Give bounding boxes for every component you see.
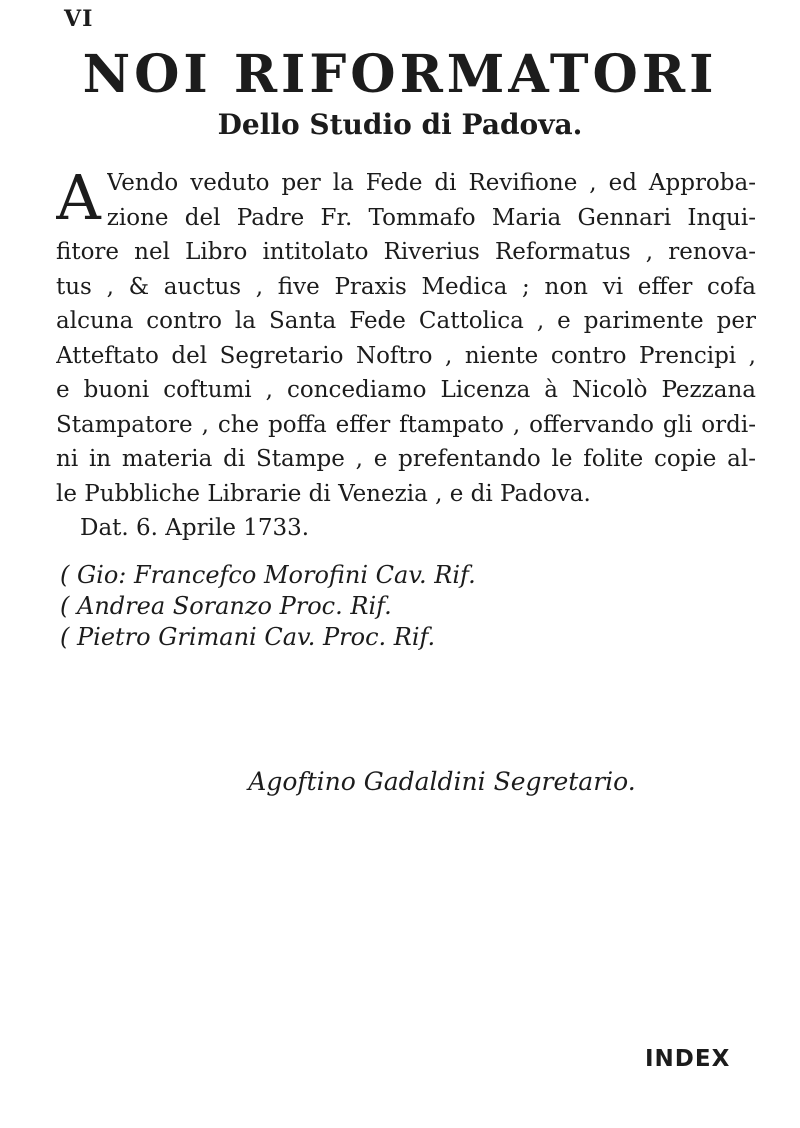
text-line: le Pubbliche Librarie di Venezia , e di Padova. bbox=[56, 480, 591, 507]
opening-block bbox=[56, 166, 756, 235]
text-line: fitore nel Libro intitolato Riverius Reformatus , renova- bbox=[56, 239, 756, 265]
page-subtitle: Dello Studio di Padova. bbox=[217, 108, 583, 141]
page-title: NOI RIFORMATORI bbox=[82, 44, 718, 105]
drop-cap: A bbox=[56, 166, 101, 234]
signature-line: ( Gio: Francefco Morofini Cav. Rif. bbox=[60, 561, 476, 589]
secretary-signature: Agoftino Gadaldini Segretario. bbox=[248, 767, 636, 796]
license-text bbox=[56, 166, 756, 546]
page-number: VI bbox=[64, 6, 94, 32]
signature-line: ( Andrea Soranzo Proc. Rif. bbox=[60, 592, 392, 620]
text-line: tus , & auctus , five Praxis Medica ; non vi effer cofa bbox=[56, 273, 756, 300]
date-line: Dat. 6. Aprile 1733. bbox=[80, 515, 310, 541]
signature-block bbox=[60, 560, 476, 653]
text-line: alcuna contro la Santa Fede Cattolica , e parimente per bbox=[56, 308, 756, 334]
text-line: ni in materia di Stampe , e prefentando le folite copie al- bbox=[56, 446, 756, 472]
text-line: zione del Padre Fr. Tommafo Maria Gennari Inqui- bbox=[106, 204, 756, 231]
text-line: Stampatore , che poffa effer ftampato , offervando gli ordi- bbox=[56, 411, 756, 438]
catchword: INDEX bbox=[645, 1046, 731, 1072]
text-line: e buoni coftumi , concediamo Licenza à Nicolò Pezzana bbox=[56, 377, 756, 403]
text-line: Vendo veduto per la Fede di Revifione , ed Approba- bbox=[106, 170, 756, 196]
text-line: Atteftato del Segretario Noftro , niente contro Prencipi , bbox=[56, 342, 756, 369]
signature-line: ( Pietro Grimani Cav. Proc. Rif. bbox=[60, 623, 436, 651]
